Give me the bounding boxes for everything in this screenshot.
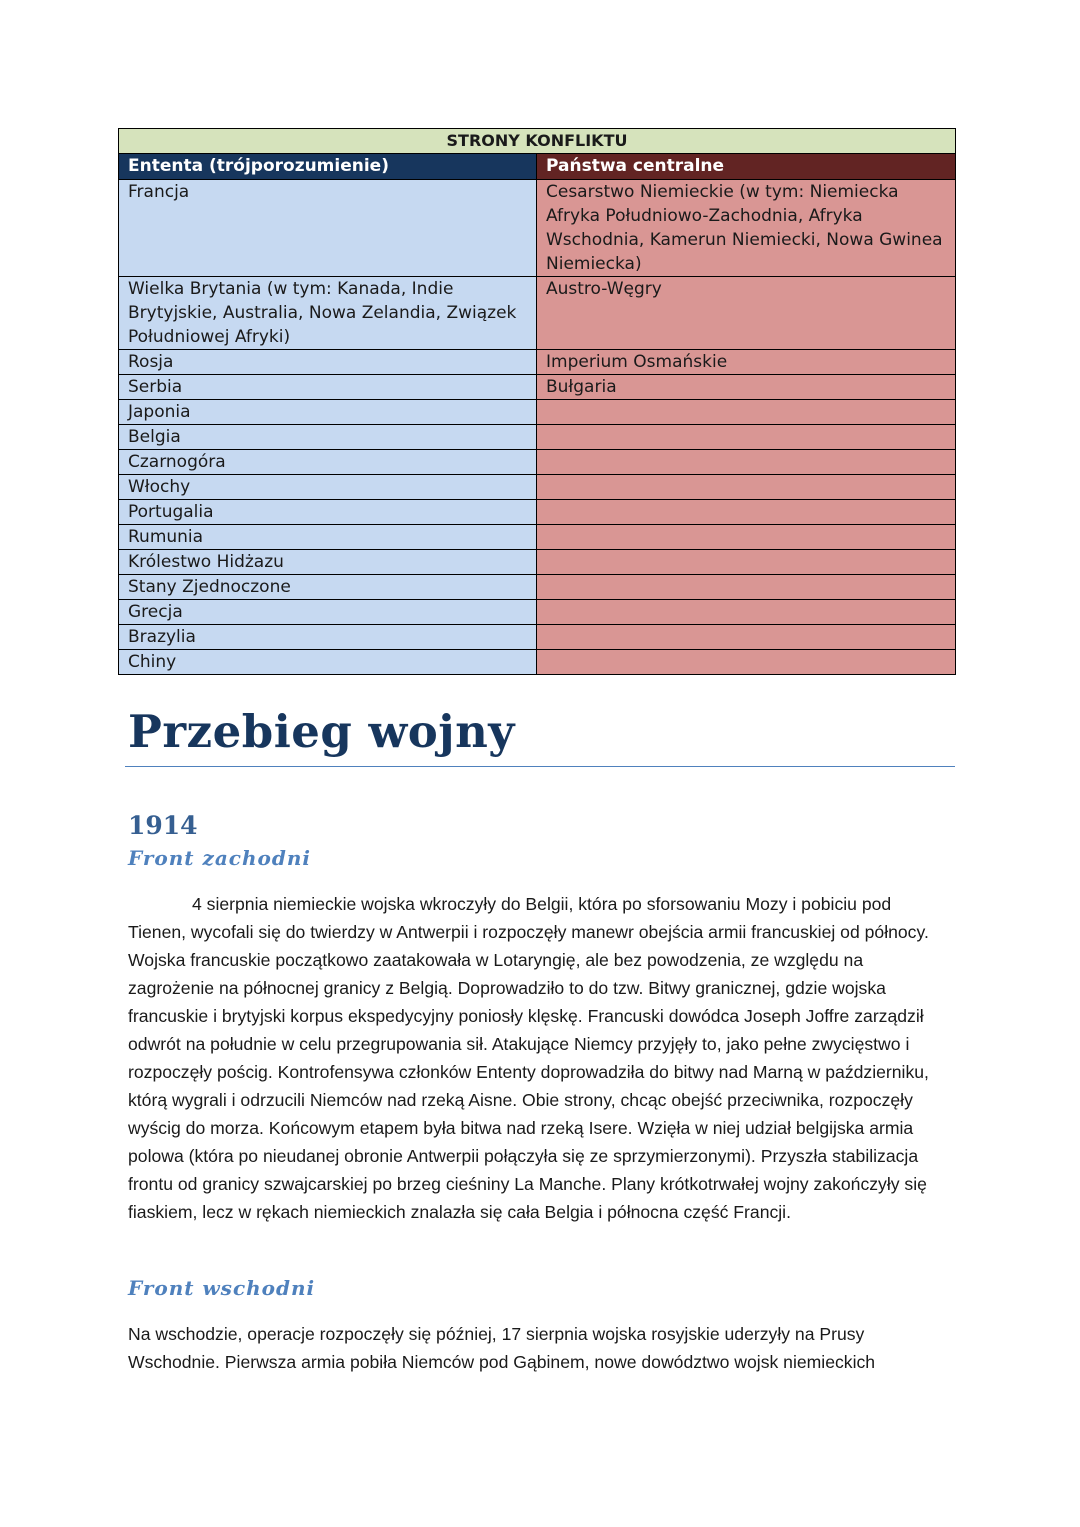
table-row xyxy=(119,475,956,500)
table-header-row xyxy=(119,154,956,180)
table-title: STRONY KONFLIKTU xyxy=(119,129,956,154)
entente-cell: Czarnogóra xyxy=(119,450,537,475)
eastern-front-heading: Front wschodni xyxy=(128,1276,316,1300)
central-powers-cell xyxy=(537,475,956,500)
table-row xyxy=(119,600,956,625)
entente-cell: Rosja xyxy=(119,350,537,375)
conflict-sides-table xyxy=(118,128,956,675)
entente-cell: Brazylia xyxy=(119,625,537,650)
table-row xyxy=(119,375,956,400)
table-row xyxy=(119,180,956,277)
central-powers-cell: Bułgaria xyxy=(537,375,956,400)
entente-cell: Japonia xyxy=(119,400,537,425)
central-powers-cell xyxy=(537,550,956,575)
entente-cell: Wielka Brytania (w tym: Kanada, Indie Brytyjskie, Australia, Nowa Zelandia, Związek Południowej Afryki) xyxy=(119,277,537,350)
entente-cell: Portugalia xyxy=(119,500,537,525)
entente-cell: Rumunia xyxy=(119,525,537,550)
entente-cell: Grecja xyxy=(119,600,537,625)
entente-cell: Królestwo Hidżazu xyxy=(119,550,537,575)
table-row xyxy=(119,400,956,425)
table-title-row xyxy=(119,129,956,154)
table-row xyxy=(119,525,956,550)
table-row xyxy=(119,500,956,525)
central-powers-cell xyxy=(537,525,956,550)
central-powers-cell: Austro-Węgry xyxy=(537,277,956,350)
eastern-front-paragraph: Na wschodzie, operacje rozpoczęły się później, 17 sierpnia wojska rosyjskie uderzyły na Prusy Wschodnie. Pierwsza armia pobiła Niemców pod Gąbinem, nowe dowództwo wojsk niemieckich xyxy=(128,1324,876,1372)
central-powers-cell xyxy=(537,450,956,475)
table-row xyxy=(119,550,956,575)
heading-underline xyxy=(125,766,955,767)
section-heading: Przebieg wojny xyxy=(128,705,515,758)
central-powers-cell xyxy=(537,650,956,675)
central-powers-cell xyxy=(537,625,956,650)
entente-cell: Belgia xyxy=(119,425,537,450)
table-row xyxy=(119,575,956,600)
table-row xyxy=(119,277,956,350)
central-powers-cell xyxy=(537,500,956,525)
central-powers-cell xyxy=(537,600,956,625)
table-row xyxy=(119,650,956,675)
central-powers-cell: Imperium Osmańskie xyxy=(537,350,956,375)
table-row xyxy=(119,350,956,375)
central-powers-header: Państwa centralne xyxy=(537,154,956,180)
entente-cell: Chiny xyxy=(119,650,537,675)
year-heading: 1914 xyxy=(128,811,198,840)
western-front-paragraph: 4 sierpnia niemieckie wojska wkroczyły do Belgii, która po sforsowaniu Mozy i pobiciu pod Tienen, wycofali się do twierdzy w Antwerpii i rozpoczęły manewr obejścia armii francuskiej od północy. Wojska francuskie początkowo zaatakowała w Lotaryngię, ale bez powodzenia, ze względu na zagrożenie na północnej granicy z Belgią. Doprowadziło to do tzw. Bitwy granicznej, gdzie wojska francuskie i brytyjski korpus ekspedycyjny poniosły klęskę. Francuski dowódca Joseph Joffre zarządził odwrót na południe w celu przegrupowania sił. Atakujące Niemcy przyjęły to, jako pełne zwycięstwo i rozpoczęły pościg. Kontrofensywa członków Ententy doprowadziła do bitwy nad Marną w październiku, którą wygrali i odrzucili Niemców nad rzeką Aisne. Obie strony, chcąc obejść przeciwnika, rozpoczęły wyścig do morza. Końcowym etapem była bitwa nad rzeką Isere. Wzięła w niej udział belgijska armia polowa (która po nieudanej obronie Antwerpii połączyła się ze sprzymierzonymi). Przyszła stabilizacja frontu od granicy szwajcarskiej po brzeg cieśniny La Manche. Plany krótkotrwałej wojny zakończyły się fiaskiem, lecz w rękach niemieckich znalazła się cała Belgia i północna część Francji. xyxy=(128,894,929,1222)
entente-cell: Stany Zjednoczone xyxy=(119,575,537,600)
entente-cell: Serbia xyxy=(119,375,537,400)
western-front-heading: Front zachodni xyxy=(128,846,311,870)
central-powers-cell xyxy=(537,400,956,425)
entente-cell: Włochy xyxy=(119,475,537,500)
table-row xyxy=(119,425,956,450)
central-powers-cell: Cesarstwo Niemieckie (w tym: Niemiecka Afryka Południowo-Zachodnia, Afryka Wschodnia, Kamerun Niemiecki, Nowa Gwinea Niemiecka) xyxy=(537,180,956,277)
table-row xyxy=(119,625,956,650)
entente-cell: Francja xyxy=(119,180,537,277)
central-powers-cell xyxy=(537,425,956,450)
central-powers-cell xyxy=(537,575,956,600)
entente-header: Ententa (trójporozumienie) xyxy=(119,154,537,180)
table-row xyxy=(119,450,956,475)
